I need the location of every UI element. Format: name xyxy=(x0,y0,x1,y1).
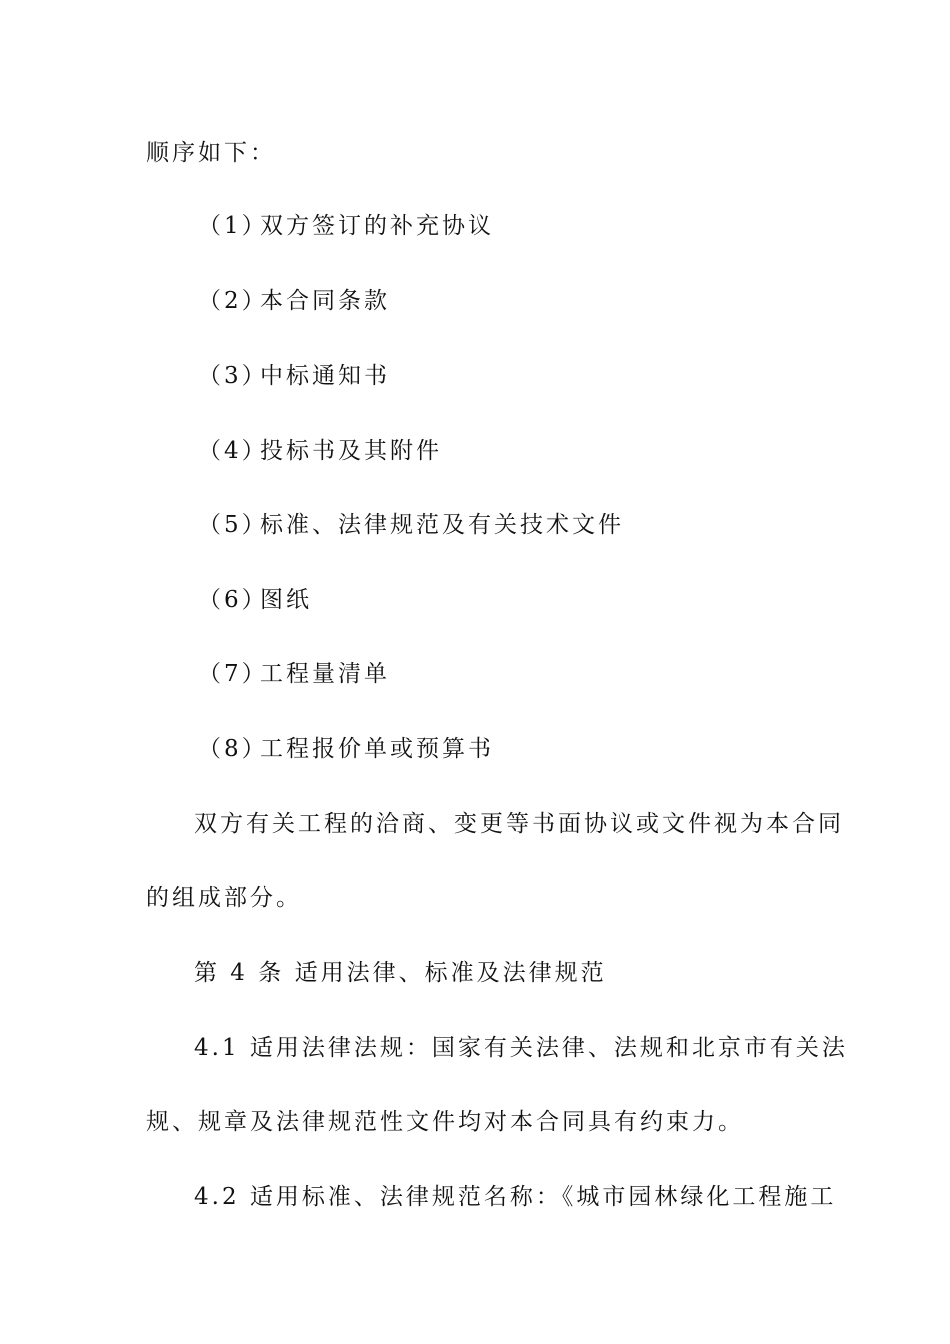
intro-text: 顺序如下： xyxy=(146,140,276,166)
list-item xyxy=(198,362,390,390)
list-item xyxy=(198,212,494,240)
list-item-number: （8） xyxy=(198,736,268,762)
list-item-number: （2） xyxy=(198,288,268,314)
list-item-text: 投标书及其附件 xyxy=(260,438,442,464)
list-item xyxy=(198,511,624,539)
list-item-text: 标准、法律规范及有关技术文件 xyxy=(260,512,624,538)
list-item-number: （6） xyxy=(198,587,268,613)
article-heading: 第 4 条 适用法律、标准及法律规范 xyxy=(194,960,607,986)
paragraph-text: 的组成部分。 xyxy=(146,885,302,911)
paragraph-text: 双方有关工程的洽商、变更等书面协议或文件视为本合同 xyxy=(194,811,844,837)
list-item-text: 双方签订的补充协议 xyxy=(260,213,494,239)
list-item-number: （5） xyxy=(198,512,268,538)
clause-text: 4.1 适用法律法规：国家有关法律、法规和北京市有关法 xyxy=(194,1035,848,1061)
list-item xyxy=(198,660,390,688)
list-item xyxy=(198,586,312,614)
list-item-number: （7） xyxy=(198,661,268,687)
list-item-number: （1） xyxy=(198,213,268,239)
list-item-text: 工程量清单 xyxy=(260,661,390,687)
list-item xyxy=(198,287,390,315)
clause-text: 4.2 适用标准、法律规范名称：《城市园林绿化工程施工 xyxy=(194,1184,837,1210)
list-item-text: 图纸 xyxy=(260,587,312,613)
list-item-text: 工程报价单或预算书 xyxy=(260,736,494,762)
list-item xyxy=(198,437,442,465)
list-item xyxy=(198,735,494,763)
list-item-number: （4） xyxy=(198,438,268,464)
list-item-number: （3） xyxy=(198,363,268,389)
list-item-text: 中标通知书 xyxy=(260,363,390,389)
list-item-text: 本合同条款 xyxy=(260,288,390,314)
clause-text: 规、规章及法律规范性文件均对本合同具有约束力。 xyxy=(146,1109,744,1135)
